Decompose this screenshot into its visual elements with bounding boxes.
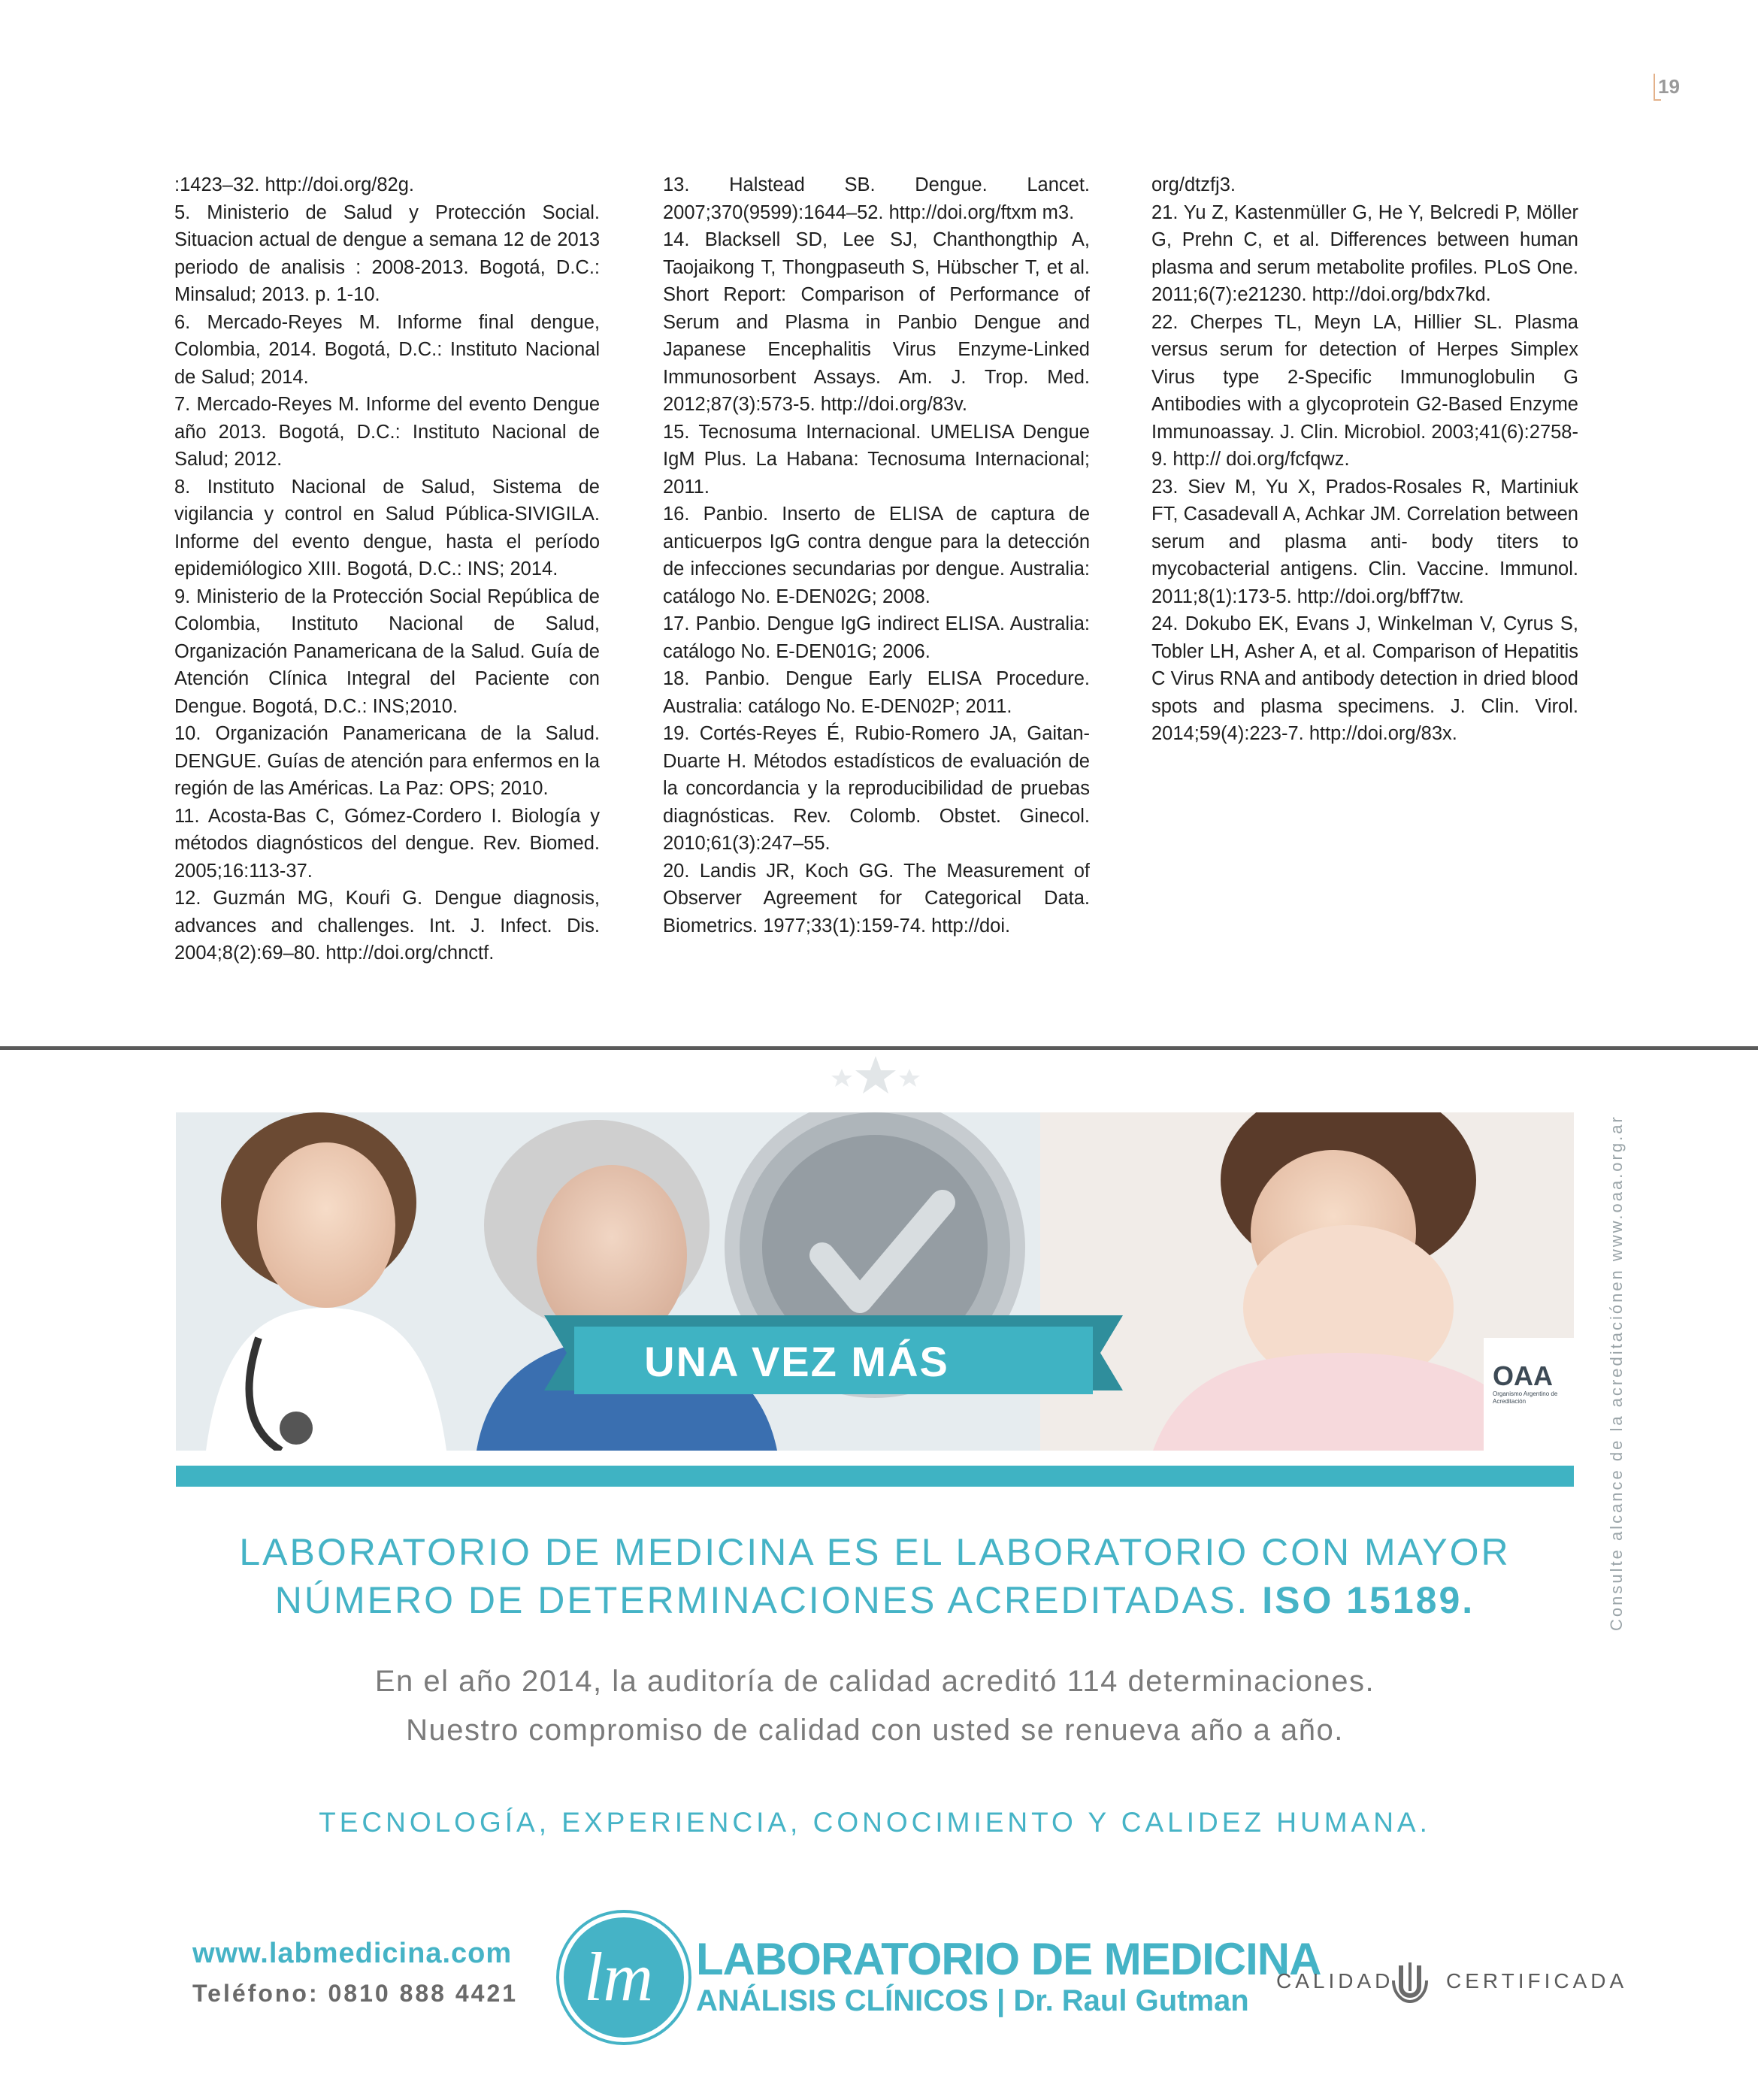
ad-headline-line-2 [176,1578,1574,1622]
stars-icon [827,1052,924,1097]
reference-item: 20. Landis JR, Koch GG. The Measurement of Observer Agreement for Categorical Data. Biometrics. 1977;33(1):159-74. http://doi. [663,860,1090,937]
reference-item: 22. Cherpes TL, Meyn LA, Hillier SL. Plasma versus serum for detection of Herpes Simplex Virus type 2-Specific Immunoglobulin G Antibodies with a glycoprotein G2-Based Enzyme Immunoassay. J. Clin. Microbiol. 2003;41(6):2758-9. http:// doi.org/fcfqwz. [1151,311,1578,470]
reference-item: 13. Halstead SB. Dengue. Lancet. 2007;370(9599):1644–52. http://doi.org/ftxm m3. [663,174,1090,223]
banner-accent-bar [176,1466,1574,1487]
reference-item: 19. Cortés-Reyes É, Rubio-Romero JA, Gaitan-Duarte H. Métodos estadísticos de evaluación de la concordancia y la reproducibilidad de pruebas diagnósticas. Rev. Colomb. Obstet. Ginecol. 2010;61(3):247–55. [663,723,1090,854]
reference-item: 23. Siev M, Yu X, Prados-Rosales R, Martiniuk FT, Casadevall A, Achkar JM. Correlation between serum and plasma anti- body titers to mycobacterial antigens. Clin. Vaccine. Immunol. 2011;8(1):173-5. http://doi.org/bff7tw. [1151,476,1578,607]
reference-item: 24. Dokubo EK, Evans J, Winkelman V, Cyrus S, Tobler LH, Asher A, et al. Comparison of Hepatitis C Virus RNA and antibody detection in dried blood spots and plasma specimens. J. Clin. Virol. 2014;59(4):223-7. http://doi.org/83x. [1151,613,1578,744]
brand-name: LABORATORIO DE MEDICINA [696,1934,1321,1984]
ad-subtext-line-2: Nuestro compromiso de calidad con usted se renueva año a año. [406,1714,1344,1747]
accreditation-note: Consulte alcance de la acreditaciónen www.oaa.org.ar [1607,1115,1626,1631]
reference-item: 10. Organización Panamericana de la Salud. DENGUE. Guías de atención para enfermos en la región de las Américas. La Paz: OPS; 2010. [174,723,600,799]
certified-label: CERTIFICADA [1446,1969,1628,1993]
quality-seal-icon [1386,1958,1434,2006]
references-column-1 [174,171,600,967]
banner-photo [176,1112,1574,1451]
headline-text: NÚMERO DE DETERMINACIONES ACREDITADAS. [274,1579,1250,1621]
reference-item: 9. Ministerio de la Protección Social República de Colombia, Instituto Nacional de Salud, Organización Panamericana de la Salud. Guía de Atención Clínica Integral del Paciente con Dengue. Bogotá, D.C.: INS;2010. [174,586,600,717]
reference-item: 8. Instituto Nacional de Salud, Sistema de vigilancia y control en Salud Pública-SIVIGILA. Informe del evento dengue, hasta el período epidemiólogico XIII. Bogotá, D.C.: INS; 2014. [174,476,600,579]
references-column-3 [1151,171,1578,748]
reference-item: 14. Blacksell SD, Lee SJ, Chanthongthip A, Taojaikong T, Thongpaseuth S, Hübscher T, et al. Short Report: Comparison of Performance of Serum and Plasma in Panbio Dengue and Japanese Encephalitis Virus Enzyme-Linked Immunosorbent Assays. Am. J. Trop. Med. 2012;87(3):573-5. http://doi.org/83v. [663,229,1090,415]
references-column-2 [663,171,1090,940]
reference-item: 16. Panbio. Inserto de ELISA de captura de anticuerpos IgG contra dengue para la detección de infecciones secundarias por dengue. Australia: catálogo No. E-DEN02G; 2008. [663,504,1090,607]
phone-number: Teléfono: 0810 888 4421 [192,1980,519,2007]
reference-item: 7. Mercado-Reyes M. Informe del evento Dengue año 2013. Bogotá, D.C.: Instituto Nacional de Salud; 2012. [174,394,600,470]
reference-item: 12. Guzmán MG, Kouŕi G. Dengue diagnosis, advances and challenges. Int. J. Infect. Dis. 2004;8(2):69–80. http://doi.org/chnctf. [174,888,600,964]
reference-item: 21. Yu Z, Kastenmüller G, He Y, Belcredi P, Möller G, Prehn C, et al. Differences between human plasma and serum metabolite profiles. PLoS One. 2011;6(7):e21230. http://doi.org/bdx7kd. [1151,201,1578,305]
oaa-logo-subtitle: Organismo Argentino de Acreditación [1493,1390,1558,1405]
photo-scene-illustration [176,1112,1574,1451]
brand-subtitle: ANÁLISIS CLÍNICOS | Dr. Raul Gutman [696,1984,1249,2017]
reference-item: 6. Mercado-Reyes M. Informe final dengue, Colombia, 2014. Bogotá, D.C.: Instituto Nacional de Salud; 2014. [174,311,600,388]
quality-label: CALIDAD [1276,1969,1394,1993]
reference-item: 15. Tecnosuma Internacional. UMELISA Dengue IgM Plus. La Habana: Tecnosuma Internacional; 2011. [663,421,1090,498]
ad-subtext-line-1: En el año 2014, la auditoría de calidad acreditó 114 determinaciones. [374,1665,1375,1698]
website-link[interactable]: www.labmedicina.com [192,1938,513,1969]
reference-item: 11. Acosta-Bas C, Gómez-Cordero I. Biología y métodos diagnósticos del dengue. Rev. Biomed. 2005;16:113-37. [174,805,600,882]
ad-tagline: TECNOLOGÍA, EXPERIENCIA, CONOCIMIENTO Y CALIDEZ HUMANA. [319,1807,1431,1838]
reference-item: 5. Ministerio de Salud y Protección Social. Situacion actual de dengue a semana 12 de 2013 periodo de analisis : 2008-2013. Bogotá, D.C.: Minsalud; 2013. p. 1-10. [174,201,600,305]
iso-standard: ISO 15189. [1262,1579,1475,1621]
reference-item: 17. Panbio. Dengue IgG indirect ELISA. Australia: catálogo No. E-DEN01G; 2006. [663,613,1090,662]
page-number: 19 [1658,75,1680,98]
reference-item: :1423–32. http://doi.org/82g. [174,174,414,195]
ad-headline-line-1: LABORATORIO DE MEDICINA ES EL LABORATORIO CON MAYOR [239,1531,1511,1573]
reference-item: 18. Panbio. Dengue Early ELISA Procedure. Australia: catálogo No. E-DEN02P; 2011. [663,668,1090,717]
banner-ribbon-text: UNA VEZ MÁS [644,1338,949,1385]
lm-logo-mark: lm [584,1938,653,2015]
oaa-logo: OAA [1493,1360,1553,1391]
reference-item: org/dtzfj3. [1151,174,1236,195]
